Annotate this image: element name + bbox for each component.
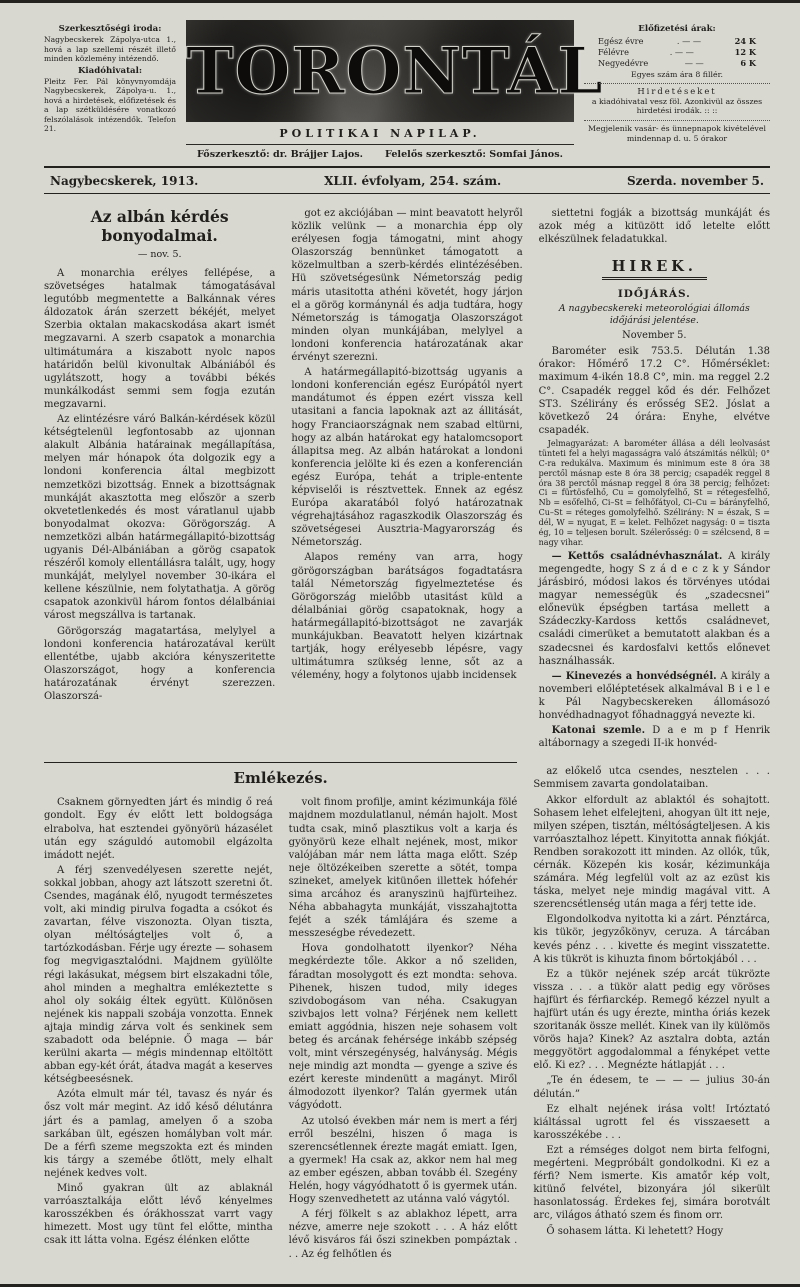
feuilleton-col2 [289,796,518,1262]
dateline-date: Szerda. november 5. [626,174,764,188]
price-value: 24 K [734,35,756,46]
publisher-text: Pleitz Fer. Pál könyvnyomdája Nagybecskerek, Zápolya-u. 1., hová a hirdetések, előfizetések és a lap szétküldésére vonatkozó felszólalások intézendők. Telefon 21. [44,77,176,134]
weather-station-line: A nagybecskereki meteorológiai állomás időjárási jelentése. [558,303,750,326]
newspaper-subtitle: POLITIKAI NAPILAP. [279,127,481,140]
paragraph: A férj fölkelt s az ablakhoz lépett, arra nézve, amerre neje szokott . . . A ház előtt lévő kisváros fái őszi szinekben pompáztak . . . Az ég felhőtlen és [288,1209,518,1260]
paragraph: Az elintézésre váró Balkán-kérdések közül kétségtelenül legfontosabb az ujonnan alakult Albánia határainak megállapítása, melyen már hónapok óta dolgozik egy a londoni konferencia által megbizott nemzetközi bizottság. Ennek a bizottságnak munkáját akasztotta meg először a szerb okvetetlenkedés és most váratlanul ujabb bonyodalmat okozva: Görögország. A nemzetközi albán határmegállapitó-bizottság ugyanis Dél-Albániában a görög csapatok részéről komoly ellentállásra talált, ugy, hogy munkáját, melylyel november 30-ikára el kellene készülnie, nem folytathatja. A görög csapatok azonkivül három fontos délalbániai várost megszállva is tartanak. [44,414,276,622]
masthead-center [176,18,604,160]
lead-article-tail [539,207,770,246]
paragraph: az előkelő utca csendes, nesztelen . . . Semmisem zavarta gondolataiban. [533,766,770,791]
paragraph: Hova gondolhatott ilyenkor? Néha megkérdezte tőle. Akkor a nő szeliden, fáradtan mosolygott és ezt mondta: sehova. Pihenek, hiszen tudod, mily ideges szivdobogásom van néha. Csakugyan szivbajos lett volna? Férjének nem kellett emiatt aggódnia, hiszen neje sohasem volt beteg és arcának fehérsége inkább szépség volt, mint vérszegénység, halványság. Mégis neje mindig azt mondta — gyenge a szive és ezért kereste mindenütt a magányt. Miről álmodozott ilyenkor? Talán gyermek után vágyódott. [288,943,518,1112]
paragraph: got ez akciójában — mint beavatott helyről közlik velünk — a monarchia épp oly erélyesen fogja támogatni, mint ahogy Olaszország bennünket támogatott a közelmultban a szerb-kérdés elintézésében. Hü szövetségesünk Németország pedig máris utasitotta athéni követét, hogy járjon el a görög kormánynál és adja tudtára, hogy Németország is támogatja Olaszországot minden olyan munkájában, melylyel a londoni konferencia határozatának akar érvényt szerezni. [291,208,523,364]
column-2 [291,207,522,752]
weather-date: November 5. [622,330,687,342]
newspaper-logo: TORONTÁL [186,20,574,122]
paragraph: Ezt a rémséges dolgot nem birta felfogni, megérteni. Megpróbált gondolkodni. Ki ez a férfi? Nem ismerte. Kis amatőr kép volt, kitünő felvétel, bizonyára jól sikerült hasonlatosság. Érdekes fej, simára borotvált arc, világos átható szem és finom orr. [533,1144,770,1222]
editorial-office-text: Nagybecskerek Zápolya-utca 1., hová a lap szellemi részét illető minden közlemény intézendő. [44,35,176,64]
paragraph: Ez elhalt nejének irása volt! Irtóztató kiáltással ugrott fel és visszaesett a karosszékébe . . . [533,1103,770,1141]
paragraph: Ő sohasem látta. Ki lehetett? Hogy [546,1225,724,1237]
paragraph: „Te én édesem, te — — — julius 30-án délután.” [533,1075,770,1100]
price-label: Félévre [598,46,629,57]
price-label: Egész évre [598,35,644,46]
paragraph: A monarchia erélyes fellépése, a szövetséges hatalmak támogatásával legutóbb megmentette a Balkánnak véres áldozatok árán szerzett békéjét, melyet Szerbia oktalan makacskodása akart ismét megzavarni. A szerb csapatok a monarchia ultimátumára a kiszabott nyolc napos határidőn belül kivonultak Albániából és ugylátszott, hogy a további békés munkálkodást semmi sem fogja ezután megzavarni. [44,268,276,410]
subscription-box [584,18,770,143]
news-item [539,550,770,668]
news-item-lead: — Kinevezés a honvédségnél. [551,670,717,682]
price-row [584,47,770,58]
single-copy-price: Egyes szám ára 8 fillér. [631,69,723,79]
publisher-heading: Kiadóhivatal: [77,65,143,76]
paragraph: volt finom profilje, amint kézimunkája fölé majdnem mozdulatlanul, némán hajolt. Most tudta csak, minő plasztikus volt a karja és gyönyörü keze elhalt nejének, most, mikor valójában már nem látta maga előtt. Szép neje öltözékeiben szerette a sötét, tompa szineket, amelyek kitünően illettek hófehér sima arcához és aranyszinü hajfürteihez. Néha abbahagyta munkáját, visszahajtotta fejét a szék támlájára és szeme a messzeségbe révedezett. [288,797,518,940]
news-item-lead: — Kettős családnévhasználat. [551,550,723,562]
weather-report: Barométer esik 753.5. Délután 1.38 órakor: Hőmérő 17.2 C°. Hőmérséklet: maximum 4-ikén 18.8 C°, min. ma reggel 2.2 C°. Csapadék reggel kőd és dér. Felhőzet ST3. Szélirány és erősség SE2. Jóslat a következő 24 órára: Enyhe, elvétve csapadék. [538,346,770,436]
ads-heading: Hirdetéseket [637,86,717,97]
appears-text: Megjelenik vasár- és ünnepnapok kivételével mindennap d. u. 5 órakor [588,123,766,143]
paragraph: Ez a tükör nejének szép arcát tükrözte vissza . . . a tükör alatt pedig egy vöröses hajfürt és férfiarckép. Remegő kézzel nyult a hajfürt után és ugy érezte, mintha óriás kezek szoritanák össze mellét. Kinek van ily külömös vörös haja? Kinek? Az asztalra dobta, aztán meggyötört aggodalommal a fényképet vette elő. Ki ez? . . . Megnézte hátlapját . . . [533,968,770,1072]
paragraph: Alapos remény van arra, hogy görögországban barátságos fogadtatásra talál Németország figyelmeztetése és Görögország mielőbb utasitást küld a délalbániai görög csapatoknak, hogy a határmegállapitó-bizottságot ne zavarják munkájukban. Beavatott helyen kizártnak tartják, hogy erélyesebb lépésre, vagy ultimátumra szükség lenne, sőt az a vélemény, hogy a folytonos ujabb incidensek [291,552,523,682]
paragraph: A határmegállapitó-bizottság ugyanis a londoni konferencián egész Európától nyert mandátumot és éppen ezért vissza kell utasitani a fancia lapoknak azt az állitását, hogy Franciaországnak nem szabad eltürni, hogy az albán határokat egy hatalomcsoport állapitsa meg. Az albán határokat a londoni konferencia jelölte ki és ezen a konferencián egész Európa, tehát a triple-entente képviselői is résztvettek. Ennek az egész Európa akaratából folyó határozatnak végrehajtásához ragaszkodik Olaszország és szövetségesei Ausztria-Magyarország és Németország. [291,367,523,549]
appears-section [584,120,770,143]
news-section-title: HIREK. [602,258,707,280]
lead-article-headline: Az albán kérdés bonyodalmai. [90,207,229,245]
paragraph: Minő gyakran ült az ablaknál varróasztalkája előtt lévő kényelmes karosszékben és órákhosszat varrt vagy himezett. Most ugy tünt fel előtte, mintha csak itt látta volna. Egész élénken előtte [44,1183,273,1247]
price-dots: . — — [676,35,702,46]
feuilleton-title: Emlékezés. [233,769,328,788]
price-value: 6 K [740,57,756,68]
lead-article-col1 [44,267,275,703]
dateline [44,168,770,194]
dateline-place: Nagybecskerek, 1913. [50,174,199,188]
price-row [584,58,770,69]
paragraph: Elgondolkodva nyitotta ki a zárt. Pénztárca, kis tükör, jegyzőkönyv, ceruza. A tárcában kevés pénz . . . kivette és megint visszatette. A kis tükröt is kihuzta finom bőrtokjából . . . [533,914,770,965]
feuilleton-left [44,762,517,1262]
paragraph: A férj szenvedélyesen szerette nejét, sokkal jobban, ahogy azt látszott szeretni őt. Csendes, magának élő, nyugodt természetes volt, aki mindig pirulva fogadta a csókot és zavartan, félve viszonozta. Olyan tiszta, olyan méltóságteljes volt ő, a tartózkodásban. Férje ugy érezte — sohasem fog megvigasztalódni. Majdnem gyülölte régi lakásukat, mégsem birt elszakadni tőle, ahol minden a meghaltra emlékeztette s ahol oly sokáig éltek együtt. Különösen nejének kis nappali szobája vonzotta. Ennek ajtaja mindig zárva volt és senkinek sem szabadott oda belépnie. Ő maga — bár kerülni akarta — mégis mindennap eltöltött abban egy-két órát, átadva magát a keserves kétségbeesésnek. [44,864,273,1086]
feuilleton-section [44,762,770,1262]
feuilleton-col1 [44,796,273,1262]
chief-editor: Főszerkesztő: dr. Brájjer Lajos. [197,149,363,160]
price-dots: . — — [669,46,694,57]
price-rows [584,36,770,69]
paragraph: Az utolsó években már nem is mert a férj erről beszélni, hiszen ő maga is szerencsétlennek érezte magát emiatt. Igen, a gyermek! Ha csak az, akkor nem hal meg az ember egészen, abban tovább él. Szegény Helén, hogy vágyódhatott ő is gyermek után. Hogy szenvedhetett az utánna való vágytól. [288,1115,518,1206]
main-columns [44,207,770,752]
editorial-office-heading: Szerkesztőségi iroda: [58,24,162,34]
lead-article-dateline: — nov. 5. [137,249,182,260]
price-row [584,36,770,47]
news-item [539,724,770,750]
paragraph: Azóta elmult már tél, tavasz és nyár és ősz volt már megint. Az idő késő délutánra járt és a pamlag, amelyen ő a szoba sarkában ült, egészen homályban volt már. De a férfi szeme megszokta ezt és minden kis tárgy a szemébe őtlött, mely elhalt nejének kedves volt. [44,1089,273,1179]
paragraph: Görögország magatartása, melylyel a londoni konferencia határozatával került ellentétbe, ujabb akcióra kényszeritette Olaszországot, hogy a konferencia határozatának érvényt szerezzen. Olaszorszá- [44,625,276,702]
news-section-header [539,256,770,280]
editorial-office-box [44,18,176,133]
column-3 [539,207,770,752]
news-item-text: A király a novemberi előléptetések alkalmával B i e l e k Pál Nagybecskereken állomásozó honvédhadnagyot főhadnaggyá nevezte ki. [538,670,770,722]
column-1 [44,207,275,752]
news-item-text: A király megengedte, hogy S z á d e c z k y Sándor járásbiró, módosi lakos és törvényes utódai magyar nemességük és „szadecsnei” előnevük épségben tartása mellett a Szádeczky-Kardoss kettős családnevet, családi cimerüket a bemutatott alakban és a szadecsnei és kardosfalvi kettős előnevet használhassák. [538,550,770,667]
masthead [44,18,770,160]
feuilleton-col3 [533,762,770,1262]
paragraph: Akkor elfordult az ablaktól és sohajtott. Sohasem lehet elfelejteni, ahogyan ült itt neje, milyen szépen, tisztán, méltóságteljesen. A kis varróasztalhoz lépett. Kinyitotta annak fiókját. Rendben sorakozott itt minden. Az ollók, tűk, cérnák. Közepén kis kosár, kézimunkája számára. Még legfelül volt az az ezüst kis táska, melyet neje mindig magával vitt. A szerencsétlenség után maga a férj tette ide. [533,794,770,911]
paragraph: Csaknem görnyedten járt és mindig ő reá gondolt. Egy év előtt lett boldogsága elrabolva, hat esztendei gyönyörü házasélet után egy száguldó automobil elgázolta imádott nejét. [44,797,273,861]
weather-legend: Jelmagyarázat: A barométer állása a déli leolvasást tünteti fel a helyi magasságra való átszámitás nélkül; 0° C-ra redukálva. Maximum és minimum este 8 óra 38 perctől másnap este 8 óra 38 percig; csapadék reggel 8 óra 38 perctől másnap reggel 8 óra 38 percig; felhőzet: Ci = fürtösfelhő, Cu = gomolyfelhő, St = rétegesfelhő, Nb = esőfelhő, Ci–St = felhőfátyol, Ci–Cu = bárányfelhő, Cu–St = réteges gomolyfelhő. Szélirány: N = észak, S = dél, W = nyugat, E = kelet. Felhőzet nagyság: 0 = tiszta ég, 10 = teljesen borult. Szélerősség: 0 = szélcsend, 8 = nagy vihar. [538,438,770,547]
price-label: Negyedévre [598,57,649,68]
editors-line [186,144,574,160]
news-item-lead: Katonai szemle. [551,725,646,737]
news-item [539,670,770,722]
lead-article-col2 [291,207,522,682]
price-dots: — — [684,57,704,68]
feuilleton-rule [44,762,517,763]
news-item-text: D a e m p f Henrik altábornagy a szegedi II-ik honvéd- [538,725,770,750]
paragraph: siettetni fogják a bizottság munkáját és azok még a kitüzött idő letelte előtt elkészülnek feladatukkal. [538,208,770,246]
weather-heading: IDŐJÁRÁS. [617,288,691,301]
ads-text: a kiadóhivatal vesz föl. Azonkivül az összes hirdetési irodák. :: :: [591,96,763,116]
responsible-editor: Felelős szerkesztő: Somfai János. [385,149,563,160]
feuilleton-columns [44,796,517,1262]
dateline-issue: XLII. évfolyam, 254. szám. [324,174,502,188]
prices-heading: Előfizetési árak: [638,24,716,34]
price-value: 12 K [734,46,756,57]
ads-section [584,83,770,116]
news-items [539,550,770,750]
